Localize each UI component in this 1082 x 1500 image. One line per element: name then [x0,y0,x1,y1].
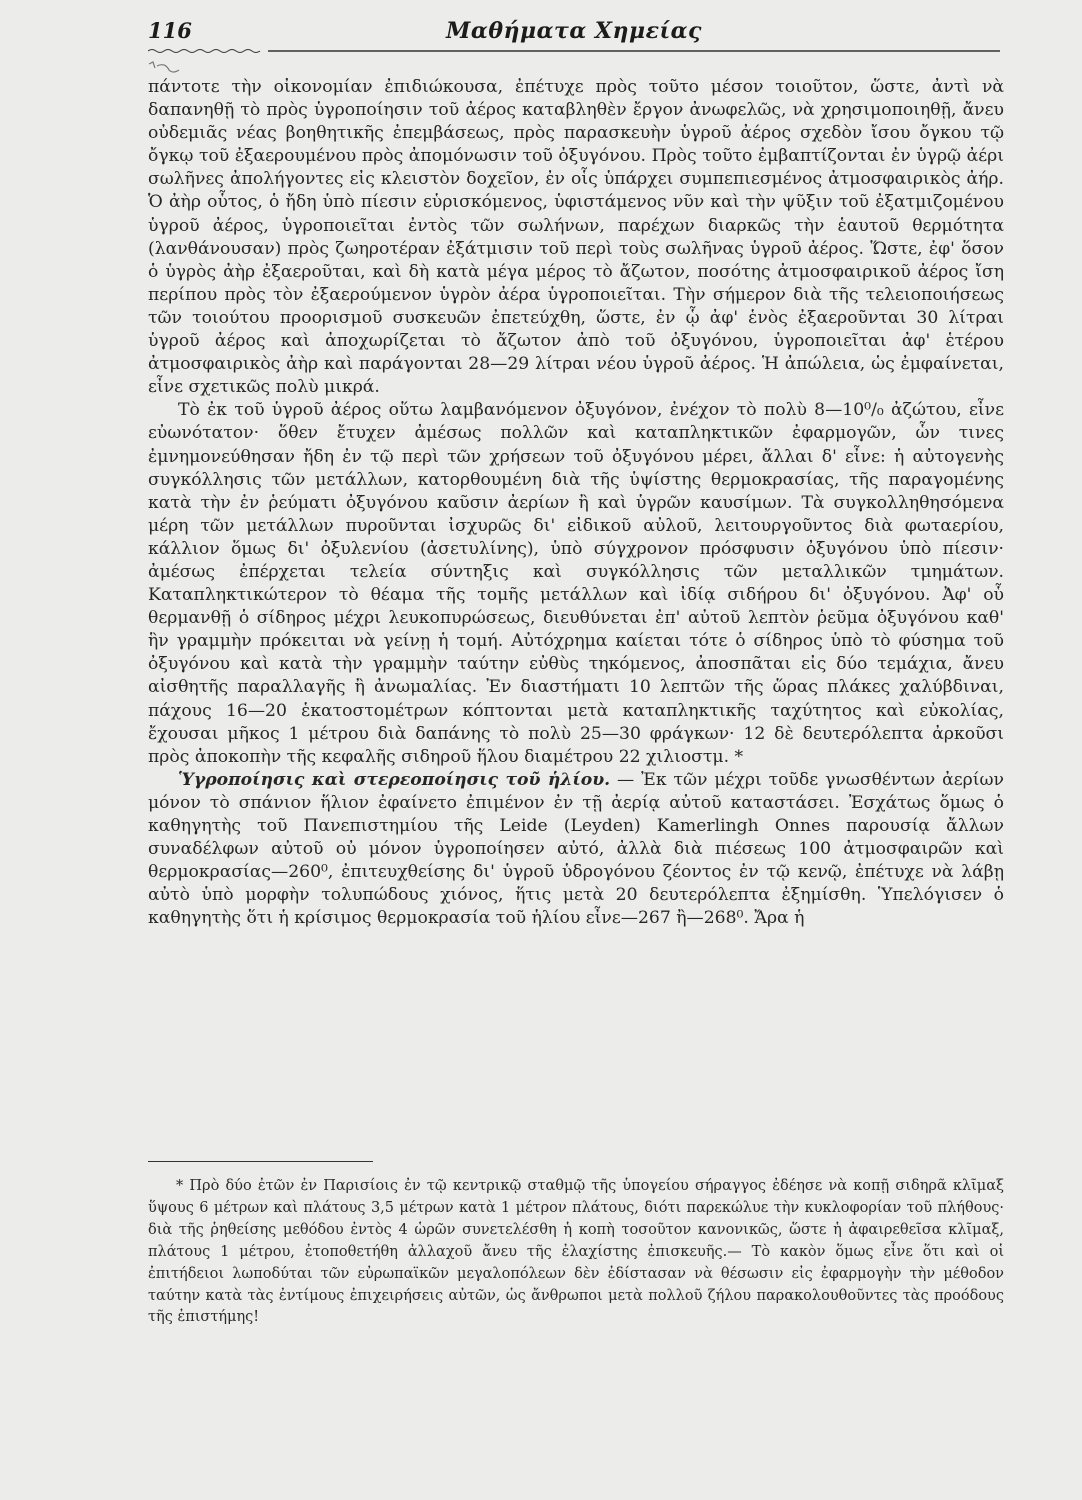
footnote-text: * Πρὸ δύο ἐτῶν ἐν Παρισίοις ἐν τῷ κεντρικῷ σταθμῷ τῆς ὑπογείου σήραγγος ἐδέησε νὰ κοπῇ σιδηρᾶ κλῖμαξ ὕψους 6 μέτρων καὶ πλάτους 3,5 μέτρων κατὰ 1 μέτρον πλάτους, διότι παρεκώλυε τὴν κυκλοφορίαν τοῦ πλήθους· διὰ τῆς ῥηθείσης μεθόδου ἐντὸς 4 ὡρῶν συνετελέσθη ἡ κοπὴ τοσοῦτον κανονικῶς, ὥστε ἡ ἀφαιρεθεῖσα κλῖμαξ, πλάτους 1 μέτρου, ἐτοποθετήθη ἀλλαχοῦ ἄνευ τῆς ἐλαχίστης ἐπισκευῆς.— Τὸ κακὸν ὅμως εἶνε ὅτι καὶ οἱ ἐπιτήδειοι λωποδύται τῶν εὐρωπαϊκῶν μεγαλοπόλεων δὲν ἐδίστασαν νὰ θέσωσιν εἰς ἐφαρμογὴν τὴν μέθοδον ταύτην κατὰ τὰς ἐντίμους ἐπιχειρήσεις αὐτῶν, ὡς ἄνθρωποι μετὰ πολλοῦ ζήλου παρακολουθοῦντες τὰς προόδους τῆς ἐπιστήμης! [148,1178,1004,1326]
running-title: Μαθήματα Χημείας [446,18,702,44]
page-header [148,18,1000,48]
paragraph-1: πάντοτε τὴν οἰκονομίαν ἐπιδιώκουσα, ἐπέτυχε πρὸς τοῦτο μέσον τοιοῦτον, ὥστε, ἀντὶ νὰ δαπανηθῇ τὸ πρὸς ὑγροποίησιν τοῦ ἀέρος καταβληθὲν ἔργον ἀνωφελῶς, νὰ χρησιμοποιηθῇ, ἄνευ οὐδεμιᾶς νέας βοηθητικῆς ἐπεμβάσεως, πρὸς παρασκευὴν ὑγροῦ ἀέρος σχεδὸν ἴσου ὄγκου τῷ ὄγκῳ τοῦ ἐξαερουμένου πρὸς ἀπομόνωσιν τοῦ ὀξυγόνου. Πρὸς τοῦτο ἐμβαπτίζονται ἐν ὑγρῷ ἀέρι σωλῆνες ἀπολήγοντες εἰς κλειστὸν δοχεῖον, ἐν οἷς ὑπάρχει συμπεπιεσμένος ἀτμοσφαιρικὸς ἀήρ. Ὁ ἀὴρ οὗτος, ὁ ἤδη ὑπὸ πίεσιν εὑρισκόμενος, ὑφιστάμενος νῦν καὶ τὴν ψῦξιν τοῦ ἐξατμιζομένου ὑγροῦ ἀέρος, ὑγροποιεῖται ἐντὸς τῶν σωλήνων, παρέχων διαρκῶς τὴν ἑαυτοῦ θερμότητα (λανθάνουσαν) πρὸς ζωηροτέραν ἐξάτμισιν τοῦ περὶ τοὺς σωλῆνας ὑγροῦ ἀέρος. Ὥστε, ἐφ' ὅσον ὁ ὑγρὸς ἀὴρ ἐξαεροῦται, καὶ δὴ κατὰ μέγα μέρος τὸ ἄζωτον, ποσότης ἀτμοσφαιρικοῦ ἀέρος ἴση περίπου πρὸς τὸν ἐξαερούμενον ὑγρὸν ἀέρα ὑγροποιεῖται. Τὴν σήμερον διὰ τῆς τελειοποιήσεως τῶν τοιούτου προορισμοῦ συσκευῶν ἐπετεύχθη, ὥστε, ἐν ᾧ ἀφ' ἑνὸς ἐξαεροῦνται 30 λίτραι ὑγροῦ ἀέρος καὶ ἀποχωρίζεται τὸ ἄζωτον ἀπὸ τοῦ ὀξυγόνου, ὑγροποιεῖται ἀφ' ἑτέρου ἀτμοσφαιρικὸς ἀὴρ καὶ παράγονται 28—29 λίτραι νέου ὑγροῦ ἀέρος. Ἡ ἀπώλεια, ὡς ἐμφαίνεται, εἶνε σχετικῶς πολὺ μικρά. [148,77,1004,398]
main-text [148,76,1004,930]
section-title: Ὑγροποίησις καὶ στερεοποίησις τοῦ ἡλίου. [178,769,611,790]
paragraph-2: Τὸ ἐκ τοῦ ὑγροῦ ἀέρος οὕτω λαμβανόμενον ὀξυγόνον, ἐνέχον τὸ πολὺ 8—10⁰/₀ ἀζώτου, εἶνε εὐωνότατον· ὅθεν ἔτυχεν ἀμέσως πολλῶν καὶ καταπληκτικῶν ἐφαρμογῶν, ὧν τινες ἐμνημονεύθησαν ἤδη ἐν τῷ περὶ τῶν χρήσεων τοῦ ὀξυγόνου μέρει, ἄλλαι δ' εἶνε: ἡ αὐτογενὴς συγκόλλησις τῶν μετάλλων, κατορθουμένη διὰ τῆς ὑψίστης θερμοκρασίας, τῆς παραγομένης κατὰ τὴν ἐν ῥεύματι ὀξυγόνου καῦσιν ἀερίων ἢ καὶ ὑγρῶν καυσίμων. Τὰ συγκολληθησόμενα μέρη τῶν μετάλλων πυροῦνται ἰσχυρῶς δι' εἰδικοῦ αὐλοῦ, λειτουργοῦντος διὰ φωταερίου, κάλλιον ὅμως δι' ὀξυλενίου (ἀσετυλίνης), ὑπὸ σύγχρονον πρόσφυσιν ὀξυγόνου ὑπὸ πίεσιν· ἀμέσως ἐπέρχεται τελεία σύντηξις καὶ συγκόλλησις τῶν μεταλλικῶν τμημάτων. Καταπληκτικώτερον τὸ θέαμα τῆς τομῆς μετάλλων καὶ ἰδίᾳ σιδήρου δι' ὀξυγόνου. Ἀφ' οὗ θερμανθῇ ὁ σίδηρος μέχρι λευκοπυρώσεως, διευθύνεται ἐπ' αὐτοῦ λεπτὸν ῥεῦμα ὀξυγόνου καθ' ἣν γραμμὴν πρόκειται νὰ γείνῃ ἡ τομή. Αὐτόχρημα καίεται τότε ὁ σίδηρος ὑπὸ τὸ φύσημα τοῦ ὀξυγόνου καὶ κατὰ τὴν γραμμὴν ταύτην εὐθὺς τηκόμενος, ἀποσπᾶται εἰς δύο τεμάχια, ἄνευ αἰσθητῆς παραλλαγῆς ἢ ἀνωμαλίας. Ἐν διαστήματι 10 λεπτῶν τῆς ὥρας πλάκες χαλύβδιναι, πάχους 16—20 ἑκατοστομέτρων κόπτονται μετὰ καταπληκτικῆς ταχύτητος καὶ εὐκολίας, ἔχουσαι μῆκος 1 μέτρου διὰ δαπάνης τὸ πολὺ 25—30 φράγκων· 12 δὲ δευτερόλεπτα ἀρκοῦσι πρὸς ἀποκοπὴν τῆς κεφαλῆς σιδηροῦ ἥλου διαμέτρου 22 χιλιοστμ. * [148,400,1004,767]
footnote-rule [148,1161,373,1162]
footnote [148,1176,1004,1329]
page-number: 116 [148,18,192,43]
paragraph-3 [148,769,1004,931]
header-ornamental-rule [148,48,1000,54]
paragraph-3-text: — Ἐκ τῶν μέχρι τοῦδε γνωσθέντων ἀερίων μόνον τὸ σπάνιον ἥλιον ἐφαίνετο ἐπιμένον ἐν τῇ ἀερίᾳ αὐτοῦ καταστάσει. Ἐσχάτως ὅμως ὁ καθηγητὴς τοῦ Πανεπιστημίου τῆς Leide (Leyden) Kamerlingh Onnes παρουσίᾳ ἄλλων συναδέλφων αὐτοῦ οὐ μόνον ὑγροποίησεν αὐτό, ἀλλὰ διὰ πιέσεως 100 ἀτμοσφαιρῶν καὶ θερμοκρασίας—260⁰, ἐπιτευχθείσης δι' ὑγροῦ ὑδρογόνου ζέοντος ἐν τῷ κενῷ, ἐπέτυχε νὰ λάβῃ αὐτὸ ὑπὸ μορφὴν τολυπώδους χιόνος, ἥτις μετὰ 20 δευτερόλεπτα ἐξημίσθη. Ὑπελόγισεν ὁ καθηγητὴς ὅτι ἡ κρίσιμος θερμοκρασία τοῦ ἡλίου εἶνε—267 ἢ—268⁰. Ἄρα ἡ [148,769,1004,929]
